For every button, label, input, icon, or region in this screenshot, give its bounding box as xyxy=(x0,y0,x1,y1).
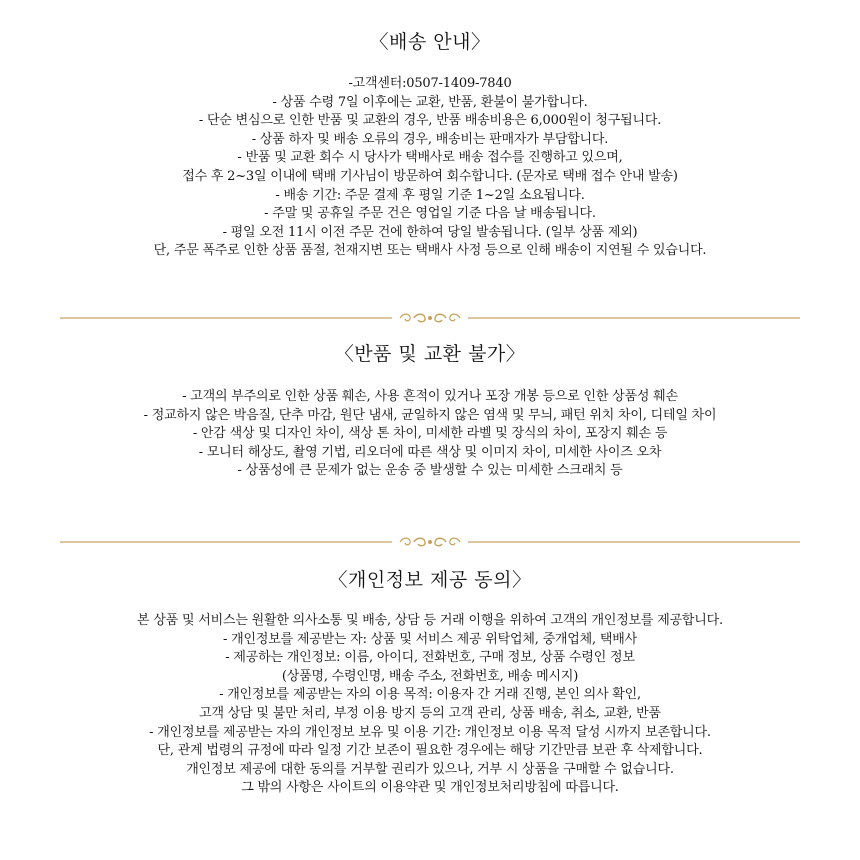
privacy-line: - 개인정보를 제공받는 자: 상품 및 서비스 제공 위탁업체, 중개업체, 택배사 xyxy=(223,631,637,647)
return-line: - 정교하지 않은 박음질, 단추 마감, 원단 냄새, 균일하지 않은 염색 및 무늬, 패턴 위치 차이, 디테일 차이 xyxy=(143,407,717,423)
shipping-line: - 주말 및 공휴일 주문 건은 영업일 기준 다음 날 배송됩니다. xyxy=(264,206,596,222)
return-line: - 고객의 부주의로 인한 상품 훼손, 사용 흔적이 있거나 포장 개봉 등으로 인한 상품성 훼손 xyxy=(182,389,678,404)
privacy-line: 단, 관계 법령의 규정에 따라 일정 기간 보존이 필요한 경우에는 해당 기간만큼 보관 후 삭제합니다. xyxy=(157,743,703,759)
return-exchange-lines xyxy=(0,388,860,481)
ornament-divider xyxy=(60,310,800,326)
shipping-line: - 단순 변심으로 인한 반품 및 교환의 경우, 반품 배송비용은 6,000원이 청구됩니다. xyxy=(198,113,662,129)
return-line: - 상품성에 큰 문제가 없는 운송 중 발생할 수 있는 미세한 스크래치 등 xyxy=(237,463,623,479)
return-line: - 모니터 해상도, 촬영 기법, 리오더에 따른 색상 및 이미지 차이, 미세한 사이즈 오차 xyxy=(198,444,662,460)
shipping-line: -고객센터:0507-1409-7840 xyxy=(348,76,512,91)
privacy-line: (상품명, 수령인명, 배송 주소, 전화번호, 배송 메시지) xyxy=(281,668,579,684)
return-exchange-title: 〈반품 및 교환 불가〉 xyxy=(334,343,526,365)
shipping-line: - 상품 수령 7일 이후에는 교환, 반품, 환불이 불가합니다. xyxy=(272,94,588,110)
shipping-line: - 반품 및 교환 회수 시 당사가 택배사로 배송 접수를 진행하고 있으며, xyxy=(237,150,623,166)
ornament-flourish-icon xyxy=(60,534,800,550)
shipping-line: 단, 주문 폭주로 인한 상품 품절, 천재지변 또는 택배사 사정 등으로 인해 배송이 지연될 수 있습니다. xyxy=(153,243,707,259)
privacy-line: 개인정보 제공에 대한 동의를 거부할 권리가 있으나, 거부 시 상품을 구매할 수 없습니다. xyxy=(186,761,674,777)
shipping-line: - 평일 오전 11시 이전 주문 건에 한하여 당일 발송됩니다. (일부 상품 제외) xyxy=(222,224,638,240)
shipping-info-title: 〈배송 안내〉 xyxy=(369,31,491,53)
privacy-consent-title: 〈개인정보 제공 동의〉 xyxy=(328,569,532,591)
privacy-line: - 제공하는 개인정보: 이름, 아이디, 전화번호, 구매 정보, 상품 수령인 정보 xyxy=(225,650,635,666)
shipping-line: - 상품 하자 및 배송 오류의 경우, 배송비는 판매자가 부담합니다. xyxy=(251,131,609,147)
ornament-flourish-icon xyxy=(60,310,800,326)
privacy-line: 고객 상담 및 불만 처리, 부정 이용 방지 등의 고객 관리, 상품 배송, 취소, 교환, 반품 xyxy=(199,705,661,721)
shipping-line: 접수 후 2~3일 이내에 택배 기사님이 방문하여 회수합니다. (문자로 택배 접수 안내 발송) xyxy=(182,168,678,184)
privacy-line: 본 상품 및 서비스는 원활한 의사소통 및 배송, 상담 등 거래 이행을 위하여 고객의 개인정보를 제공합니다. xyxy=(137,613,723,628)
return-line: - 안감 색상 및 디자인 차이, 색상 톤 차이, 미세한 라벨 및 장식의 차이, 포장지 훼손 등 xyxy=(192,426,668,442)
shipping-line: - 배송 기간: 주문 결제 후 평일 기준 1~2일 소요됩니다. xyxy=(275,187,585,203)
return-exchange-section xyxy=(0,342,860,481)
privacy-consent-section xyxy=(0,568,860,798)
privacy-line: - 개인정보를 제공받는 자의 개인정보 보유 및 이용 기간: 개인정보 이용 목적 달성 시까지 보존합니다. xyxy=(149,724,711,740)
shipping-info-lines xyxy=(0,75,860,261)
privacy-line: - 개인정보를 제공받는 자의 이용 목적: 이용자 간 거래 진행, 본인 의사 확인, xyxy=(219,687,641,703)
ornament-divider xyxy=(60,534,800,550)
privacy-consent-lines xyxy=(0,612,860,798)
privacy-line: 그 밖의 사항은 사이트의 이용약관 및 개인정보처리방침에 따릅니다. xyxy=(241,780,619,796)
shipping-info-section xyxy=(0,30,860,261)
